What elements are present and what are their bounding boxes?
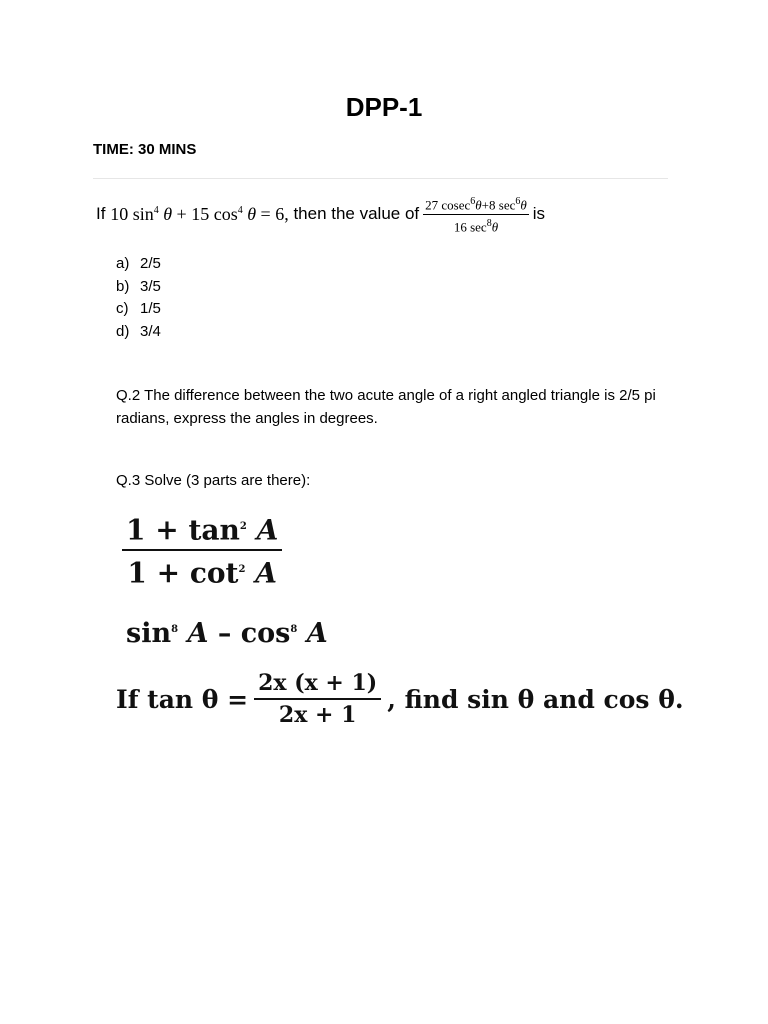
- q1-middle-text: then the value of: [293, 204, 420, 223]
- option-a: a) 2/5: [116, 255, 161, 272]
- time-limit: TIME: 30 MINS: [93, 141, 197, 158]
- q3-part-3: If tan θ = $\frac{2x (x + 1)}{2x + 1}$ , find sin θ and cos θ.: [116, 670, 684, 728]
- q1-prefix: If: [96, 204, 106, 223]
- divider: [93, 178, 668, 179]
- option-d: d) 3/4: [116, 323, 161, 341]
- option-c: c) 1/5: [116, 300, 161, 318]
- page-title: DPP-1: [345, 92, 423, 122]
- q1-options: [116, 253, 161, 344]
- q3-part-1: $\frac{1 + \tan^2 A}{1 + \cot^2 A}$: [122, 510, 282, 591]
- q3-part-2: $\sin^8 A - \cos^8 A$: [126, 618, 328, 649]
- question-2: Q.2 The difference between the two acute angle of a right angled triangle is 2/5 pi radians, express the angles in degrees.: [116, 387, 656, 427]
- q1-suffix: is: [532, 204, 546, 223]
- option-b: b) 3/5: [116, 277, 161, 295]
- question-1: [96, 194, 545, 234]
- q1-equation: 10 $\sin^4 \theta + 15$ $\cos^4 \theta = 6$,: [110, 203, 289, 224]
- q1-fraction: $\frac{27 cosec^6\theta+8 \sec^6\theta}{16 \sec^8\theta}$: [425, 196, 527, 234]
- question-3: Q.3 Solve (3 parts are there):: [116, 472, 311, 489]
